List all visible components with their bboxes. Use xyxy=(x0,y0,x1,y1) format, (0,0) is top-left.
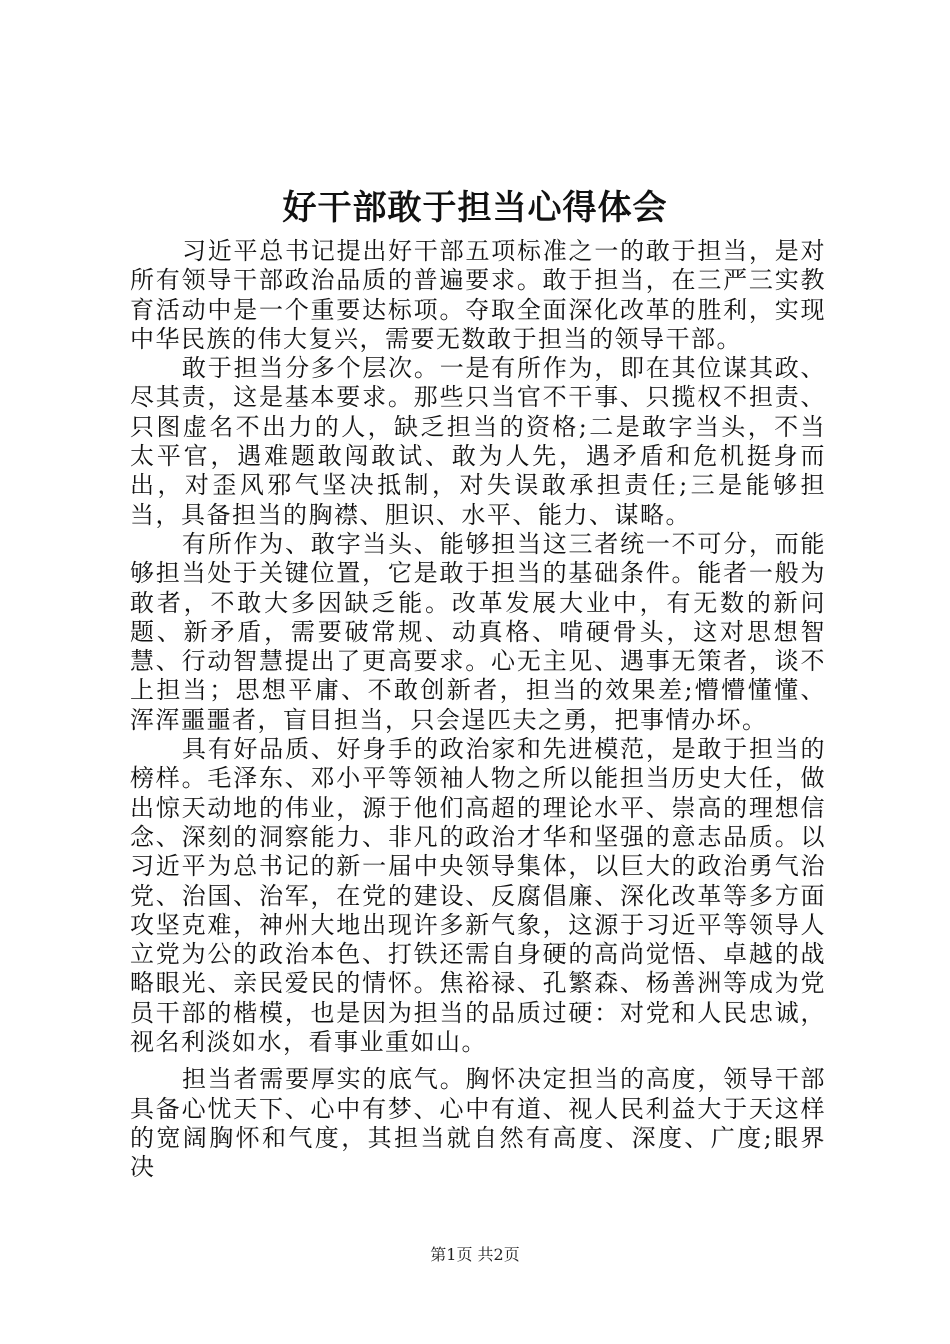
paragraph-3: 有所作为、敢字当头、能够担当这三者统一不可分，而能够担当处于关键位置，它是敢于担当的基础条件。能者一般为敢者，不敢大多因缺乏能。改革发展大业中，有无数的新问题、新矛盾，需要破常规、动真格、啃硬骨头，这对思想智慧、行动智慧提出了更高要求。心无主见、遇事无策者，谈不上担当；思想平庸、不敢创新者，担当的效果差;懵懵懂懂、浑浑噩噩者，盲目担当，只会逞匹夫之勇，把事情办坏。 xyxy=(130,529,826,734)
paragraph-2: 敢于担当分多个层次。一是有所作为，即在其位谋其政、尽其责，这是基本要求。那些只当官不干事、只揽权不担责、只图虚名不出力的人，缺乏担当的资格;二是敢字当头，不当太平官，遇难题敢闯敢试、敢为人先，遇矛盾和危机挺身而出，对歪风邪气坚决抵制，对失误敢承担责任;三是能够担当，具备担当的胸襟、胆识、水平、能力、谋略。 xyxy=(130,354,826,529)
paragraph-5: 担当者需要厚实的底气。胸怀决定担当的高度，领导干部具备心忧天下、心中有梦、心中有道、视人民利益大于天这样的宽阔胸怀和气度，其担当就自然有高度、深度、广度;眼界决 xyxy=(130,1065,826,1182)
paragraph-1: 习近平总书记提出好干部五项标准之一的敢于担当，是对所有领导干部政治品质的普遍要求。敢于担当，在三严三实教育活动中是一个重要达标项。夺取全面深化改革的胜利，实现中华民族的伟大复兴，需要无数敢于担当的领导干部。 xyxy=(130,237,826,353)
page-number-footer: 第1页 共2页 xyxy=(430,1245,520,1264)
page-title: 好干部敢于担当心得体会 xyxy=(282,188,668,228)
article-body xyxy=(130,237,826,1183)
paragraph-4: 具有好品质、好身手的政治家和先进模范，是敢于担当的榜样。毛泽东、邓小平等领袖人物之所以能担当历史大任，做出惊天动地的伟业，源于他们高超的理论水平、崇高的理想信念、深刻的洞察能力、非凡的政治才华和坚强的意志品质。以习近平为总书记的新一届中央领导集体，以巨大的政治勇气治党、治国、治军，在党的建设、反腐倡廉、深化改革等多方面攻坚克难，神州大地出现许多新气象，这源于习近平等领导人立党为公的政治本色、打铁还需自身硬的高尚觉悟、卓越的战略眼光、亲民爱民的情怀。焦裕禄、孔繁森、杨善洲等成为党员干部的楷模，也是因为担当的品质过硬：对党和人民忠诚，视名利淡如水，看事业重如山。 xyxy=(130,735,826,1057)
